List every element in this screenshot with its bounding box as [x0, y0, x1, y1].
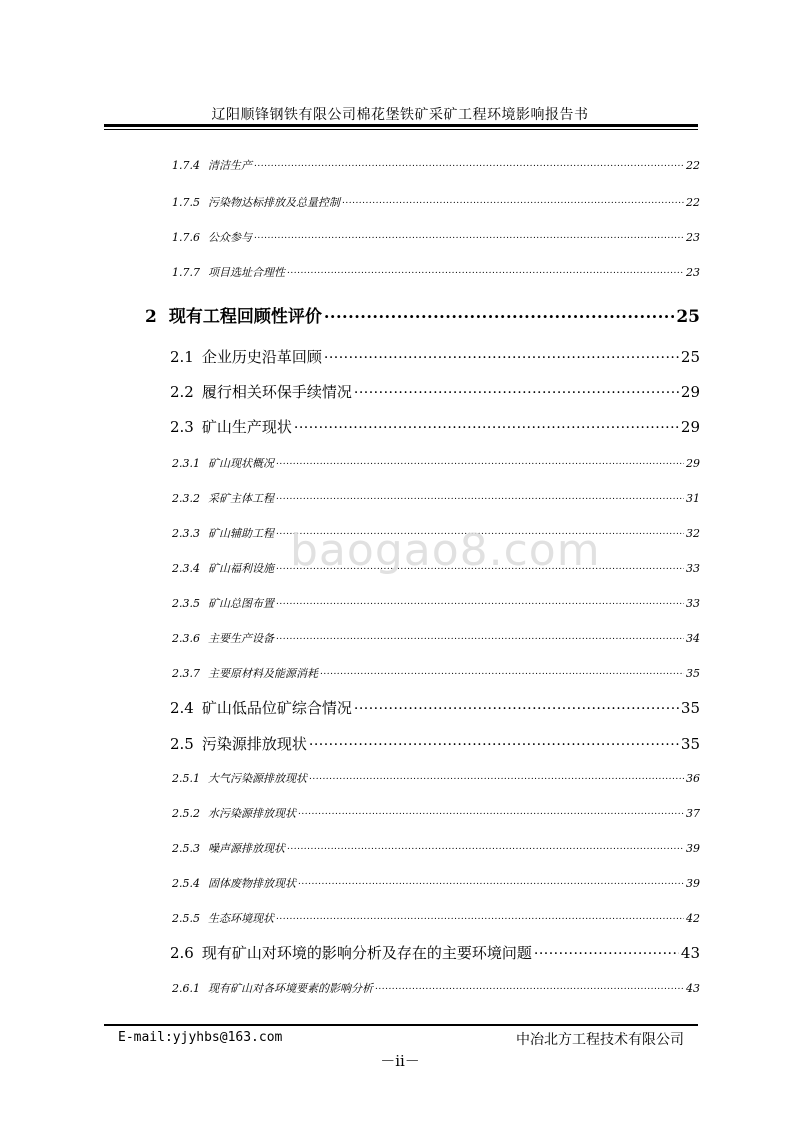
toc-entry-page: 25: [680, 348, 700, 366]
toc-entry-page: 34: [686, 632, 700, 645]
toc-entry-title: 项目选址合理性: [208, 266, 285, 279]
toc-leader-dots: [309, 771, 684, 782]
toc-entry-section[interactable]: [170, 942, 700, 963]
toc-entry-number: 2.5.4: [172, 877, 200, 890]
toc-entry-chapter[interactable]: [145, 302, 700, 327]
toc-entry-number: 1.7.5: [172, 196, 200, 209]
page-number: －ii－: [380, 1052, 420, 1070]
toc-entry-title: 履行相关环保手续情况: [201, 383, 352, 401]
toc-entry[interactable]: [172, 194, 700, 210]
toc-leader-dots: [276, 631, 684, 642]
toc-entry-title: 污染物达标排放及总量控制: [208, 196, 340, 209]
toc-leader-dots: [276, 491, 684, 502]
toc-leader-dots: [254, 158, 684, 169]
toc-leader-dots: [320, 666, 684, 677]
toc-entry[interactable]: [172, 665, 700, 681]
toc-entry[interactable]: [172, 805, 700, 821]
toc-entry-section[interactable]: [170, 697, 700, 718]
toc-entry-title: 主要原材料及能源消耗: [208, 667, 318, 680]
toc-entry-number: 2.1: [170, 348, 194, 366]
toc-leader-dots: [276, 911, 684, 922]
toc-entry[interactable]: [172, 630, 700, 646]
toc-entry-title: 矿山福利设施: [208, 562, 274, 575]
toc-leader-dots: [254, 230, 684, 241]
toc-entry-number: 2: [145, 307, 157, 327]
toc-entry-title: 现有工程回顾性评价: [168, 307, 322, 327]
toc-leader-dots: [287, 841, 684, 852]
toc-entry[interactable]: [172, 229, 700, 245]
toc-leader-dots: [276, 596, 684, 607]
toc-entry-number: 2.2: [170, 383, 194, 401]
toc-entry-number: 2.5.3: [172, 842, 200, 855]
toc-entry-page: 35: [680, 735, 700, 753]
toc-leader-dots: [298, 806, 684, 817]
toc-entry-page: 43: [686, 982, 700, 995]
toc-entry-number: 2.3.5: [172, 597, 200, 610]
toc-entry[interactable]: [172, 770, 700, 786]
toc-leader-dots: [354, 382, 679, 397]
toc-leader-dots: [324, 347, 679, 362]
toc-entry-page: 35: [686, 667, 700, 680]
toc-entry[interactable]: [172, 840, 700, 856]
page-header-title: 辽阳顺锋钢铁有限公司棉花堡铁矿采矿工程环境影响报告书: [211, 107, 589, 123]
toc-entry-title: 清洁生产: [208, 159, 252, 172]
toc-entry-title: 水污染源排放现状: [208, 807, 296, 820]
toc-entry-page: 29: [680, 418, 700, 436]
toc-entry-page: 33: [686, 562, 700, 575]
toc-entry-page: 33: [686, 597, 700, 610]
toc-entry-title: 矿山低品位矿综合情况: [201, 699, 352, 717]
toc-leader-dots: [294, 417, 679, 432]
toc-entry-page: 29: [686, 457, 700, 470]
toc-entry-title: 矿山辅助工程: [208, 527, 274, 540]
toc-entry-title: 采矿主体工程: [208, 492, 274, 505]
toc-entry-number: 2.3.4: [172, 562, 200, 575]
toc-entry[interactable]: [172, 455, 700, 471]
toc-entry-title: 矿山生产现状: [201, 418, 292, 436]
toc-entry[interactable]: [172, 910, 700, 926]
toc-entry-page: 32: [686, 527, 700, 540]
toc-entry-number: 1.7.4: [172, 159, 200, 172]
toc-entry-title: 企业历史沿革回顾: [201, 348, 322, 366]
toc-entry-page: 31: [686, 492, 700, 505]
toc-entry-number: 2.4: [170, 699, 194, 717]
toc-entry-number: 2.3.1: [172, 457, 200, 470]
toc-entry-page: 23: [686, 266, 700, 279]
toc-entry-page: 36: [686, 772, 700, 785]
toc-leader-dots: [298, 876, 684, 887]
toc-entry-page: 22: [686, 196, 700, 209]
toc-entry-title: 固体废物排放现状: [208, 877, 296, 890]
toc-entry-title: 矿山总图布置: [208, 597, 274, 610]
toc-entry-number: 2.3.3: [172, 527, 200, 540]
toc-entry-page: 35: [680, 699, 700, 717]
toc-leader-dots: [276, 456, 684, 467]
toc-entry-section[interactable]: [170, 346, 700, 367]
toc-entry[interactable]: [172, 875, 700, 891]
toc-entry-number: 2.3: [170, 418, 194, 436]
toc-entry-number: 2.6: [170, 944, 194, 962]
toc-entry-number: 2.5: [170, 735, 194, 753]
toc-entry-page: 39: [686, 877, 700, 890]
toc-entry-page: 29: [680, 383, 700, 401]
toc-leader-dots: [354, 698, 679, 713]
toc-entry[interactable]: [172, 264, 700, 280]
toc-entry-page: 43: [680, 944, 700, 962]
footer-company: 中冶北方工程技术有限公司: [516, 1032, 684, 1048]
toc-entry-number: 2.6.1: [172, 982, 200, 995]
toc-entry-number: 2.3.7: [172, 667, 200, 680]
toc-entry[interactable]: [172, 490, 700, 506]
toc-leader-dots: [309, 734, 679, 749]
toc-entry-title: 大气污染源排放现状: [208, 772, 307, 785]
toc-entry-section[interactable]: [170, 381, 700, 402]
toc-entry-page: 37: [686, 807, 700, 820]
toc-leader-dots: [534, 943, 679, 958]
toc-entry-title: 公众参与: [208, 231, 252, 244]
toc-entry-number: 1.7.7: [172, 266, 200, 279]
toc-leader-dots: [324, 305, 674, 322]
toc-entry-page: 22: [686, 159, 700, 172]
toc-entry-section[interactable]: [170, 733, 700, 754]
toc-entry-number: 2.5.1: [172, 772, 200, 785]
toc-entry-number: 2.3.6: [172, 632, 200, 645]
footer-rule: [104, 1024, 698, 1026]
toc-entry-title: 现有矿山对环境的影响分析及存在的主要环境问题: [201, 944, 532, 962]
toc-entry-number: 2.5.2: [172, 807, 200, 820]
toc-leader-dots: [375, 981, 684, 992]
toc-entry-title: 污染源排放现状: [201, 735, 307, 753]
toc-entry-page: 42: [686, 912, 700, 925]
toc-entry-title: 主要生产设备: [208, 632, 274, 645]
toc-entry[interactable]: [172, 595, 700, 611]
toc-entry-section[interactable]: [170, 416, 700, 437]
toc-entry-title: 现有矿山对各环境要素的影响分析: [208, 982, 373, 995]
toc-entry-title: 生态环境现状: [208, 912, 274, 925]
toc-entry-title: 噪声源排放现状: [208, 842, 285, 855]
toc-leader-dots: [342, 195, 684, 206]
footer-email: E-mail:yjyhbs@163.com: [118, 1030, 283, 1045]
toc-entry-number: 2.3.2: [172, 492, 200, 505]
toc-entry-number: 2.5.5: [172, 912, 200, 925]
toc-entry[interactable]: [172, 157, 700, 173]
toc-entry-page: 39: [686, 842, 700, 855]
toc-entry-page: 25: [676, 307, 700, 327]
toc-leader-dots: [287, 265, 684, 276]
watermark: baogao8.com: [290, 525, 601, 576]
toc-entry-number: 1.7.6: [172, 231, 200, 244]
toc-entry-page: 23: [686, 231, 700, 244]
toc-entry-title: 矿山现状概况: [208, 457, 274, 470]
toc-entry[interactable]: [172, 980, 700, 996]
